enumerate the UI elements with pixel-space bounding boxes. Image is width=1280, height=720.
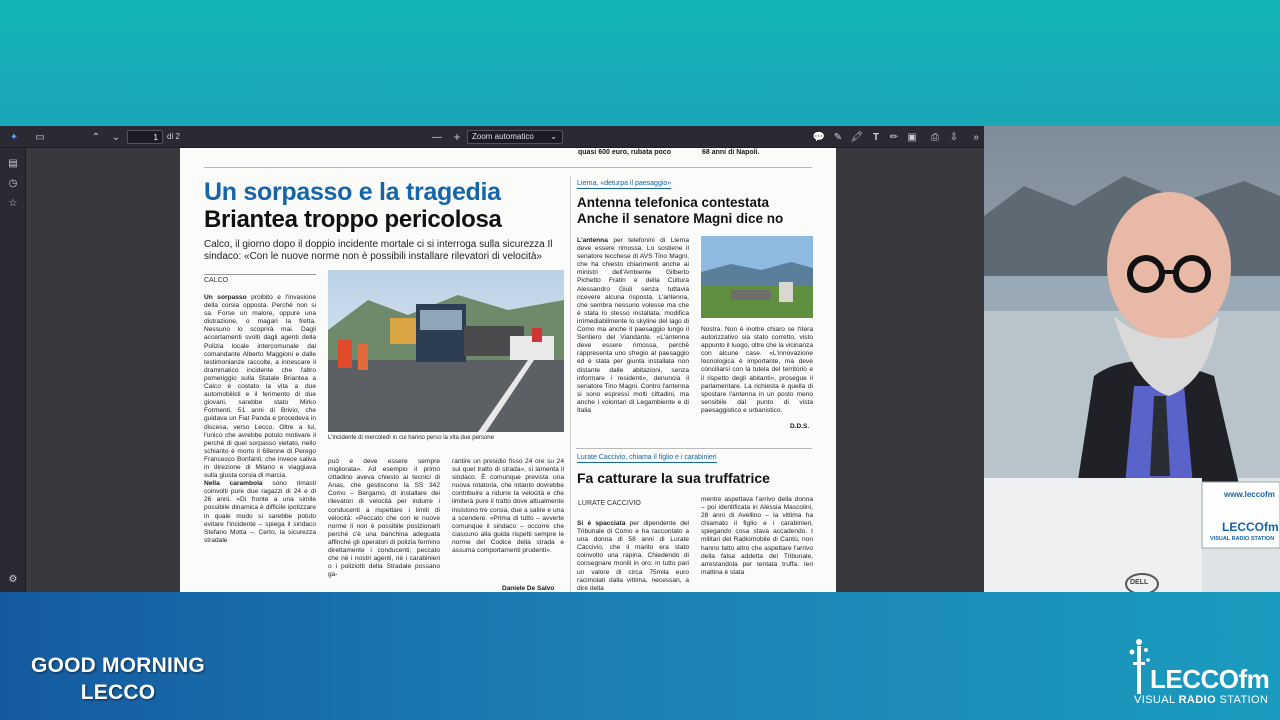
newspaper-page xyxy=(180,148,836,592)
article2-column1 xyxy=(577,237,689,433)
pdf-toolbar xyxy=(0,126,984,148)
article2-headline-line1: Antenna telefonica contestata xyxy=(577,195,770,210)
webcam-feed xyxy=(984,126,1280,592)
edit-sign-icon[interactable]: ✎ xyxy=(833,131,843,143)
bookmark-star-icon[interactable]: ☆ xyxy=(8,198,18,209)
station-name: LECCOfm xyxy=(1150,664,1270,694)
article3-headline: Fa catturare la sua truffatrice xyxy=(577,470,770,486)
page-number-input[interactable] xyxy=(127,130,163,144)
sign-url: www.leccofm xyxy=(1224,490,1275,499)
station-tagline xyxy=(1134,694,1268,706)
draw-icon[interactable]: ✏ xyxy=(889,131,899,143)
col1-lead2: Nella carambola xyxy=(204,480,263,488)
show-title-line2: LECCO xyxy=(80,681,156,704)
photo-caption: L'incidente di mercoledì in cui hanno perso la vita due persone xyxy=(328,435,494,441)
chevron-down-icon: ⌄ xyxy=(550,132,557,141)
col1-lead: Un sorpasso xyxy=(204,294,247,301)
outline-icon[interactable]: ▤ xyxy=(8,158,18,169)
zoom-select[interactable] xyxy=(467,130,563,144)
sidebar-toggle-icon[interactable]: ▭ xyxy=(35,131,45,143)
history-icon[interactable]: ◷ xyxy=(8,178,18,189)
comment-icon[interactable]: 💬 xyxy=(812,131,826,143)
col1-text2: sono rimasti coinvolti pure due ragazzi di 24 e di 26 anni. «Di fronte a una simile possibile dinamica è difficile ipotizzare in quale modo si sarebbe potuto evitare l'incidente – spiega il sindaco Stefano Motta –. Certo, la sicurezza stradale xyxy=(204,480,316,544)
zoom-value: Zoom automatico xyxy=(472,132,534,141)
show-title xyxy=(18,652,218,706)
more-tools-icon[interactable]: » xyxy=(973,131,979,143)
show-title-line1: GOOD MORNING xyxy=(31,654,205,677)
column-divider xyxy=(570,176,571,592)
highlight-icon[interactable]: 🖍 xyxy=(850,131,864,143)
article1-column3: rantire un presidio fisso 24 ore su 24 sul quel tratto di strada», si lamenta il sindaco. È comunque prevista una nuova rotatoria, che intanto dovrebbe contribuire a ridurre la velocità e che limiterà pure il tratto dove attualmente insistono tre corsia, due a salire e una a scendere. «Prima di tutto – avverte comunque il sindaco – occorre che ciascuno alla guida rispetti sempre le norme del Codice della strada e assuma comportamenti prudenti». xyxy=(452,458,564,555)
col1-text: proibito e l'invasione della corsia opposta. Perché non si sa. Forse un malore, oppure una distrazione, o magari la fretta. Nessuno lo scoprirà mai. Dagli accertamenti svolti dagli agenti della Polizia locale intercomunale dal comandante Alberto Maggioni e dalle testimonianze raccolte, a innescare il drammatico incidente che l'altro pomeriggio sulla Statale Briantea a Calco è costato la vita a due automobilisti e il ferimento di due giovani, sarebbe stato Mirko Formenti, 51 anni di Brivio, che guidava un Fiat Panda e procedeva in discesa, verso Lecco. Oltre a lui, l'unico che avrebbe potuto motivare il perché di quel sorpasso vietato, nello schianto è morto il 68enne di Perego Francesco Bonfanti, che invece saliva in direzione di Milano e viaggiava sulla giusta corsia di marcia. xyxy=(204,294,316,480)
article3-col1-text: per dipendente del Tribunale di Como e ha raccontato a una donna di 58 anni di Lurate Caccivio, che il marito era stato coinvolto una rapina. Chiedendo di consegnare monili in oro: in tutto pari un valore di circa 75mila euro racimolati dalla vittima, necessari, a dire della xyxy=(577,520,689,592)
article-dateline: CALCO xyxy=(204,274,316,284)
pdf-viewer xyxy=(0,126,984,592)
article3-column1 xyxy=(577,520,689,592)
zoom-out-button[interactable]: — xyxy=(432,131,442,143)
headline-secondary: Briantea troppo pericolosa xyxy=(204,206,502,233)
previous-page-icon[interactable]: ⌃ xyxy=(91,131,101,143)
article3-lead: Si è spacciata xyxy=(577,520,626,527)
article2-headline-line2: Anche il senatore Magni dice no xyxy=(577,211,784,226)
article2-lead: L'antenna xyxy=(577,237,608,244)
article1-byline: Daniele De Salvo xyxy=(502,585,555,592)
zoom-in-button[interactable]: + xyxy=(453,130,461,144)
sign-tagline: VISUAL RADIO STATION xyxy=(1210,536,1275,542)
article-standfirst: Calco, il giorno dopo il doppio incidente mortale ci si interroga sulla sicurezza Il sindaco: «Con le nuove norme non è possibili installare rilevatori di velocità» xyxy=(204,239,553,262)
article2-column2: Nostra. Non è inoltre chiaro se l'itera autorizzativo sia stato corretto, visto appunto il luogo, oltre che la vicinanza con alcune case. «L'innovazione tecnologica è importante, ma deve conciliarsi con la tutela del territorio e il rispetto degli abitanti», prosegue il parlamentare. La richiesta è quella di spostare l'antenna in un posto meno sensibile dal punto di vista paesaggistico e urbanistico. xyxy=(701,326,813,414)
article3-dateline: LURATE CACCIVIO xyxy=(578,500,641,507)
article1-column2: può e deve essere sempre migliorata». Ad esempio il primo cittadino aveva chiesto ai tecnici di Anas, che gestiscono la SS 342 Como – Bergamo, di installare dei rilevatori di velocità per indurre i conducenti a rispettare i limiti di velocità: «Peccato che con le nuove norme li non è possibile posizionarli perché c'è una banchina adeguata affinché gli operatori di polizia fermino direttamente i conducenti; peccato che né i nostri agenti, né i carabinieri o i poliziotti della Stradale possano ga- xyxy=(328,458,440,579)
antenna-photo xyxy=(701,236,813,318)
accident-photo xyxy=(328,270,564,432)
article3-column2: mentre aspettava l'arrivo della donna – poi identificata in Alessia Mascolini, 28 anni di Avellino – la vittima ha chiamato il figlio e i carabinieri, spiegando cosa stava accadendo. I militari del Radiomobile di Cantù, non hanno fatto altro che aspettare l'arrivo della falsa addetta del Tribunale, arrestandola per tentata truffa. Ieri mattina è stata xyxy=(701,496,813,576)
image-icon[interactable]: ▣ xyxy=(907,131,917,143)
sparkle-icon[interactable]: ✦ xyxy=(9,131,19,143)
next-page-icon[interactable]: ⌄ xyxy=(111,131,121,143)
section-divider xyxy=(576,448,812,449)
article2-col1-text: per telefonini di Lierna deve essere rimossa. Lo sostiene il senatore lecchese di AVS Tino Magni, che ha chiesto chiarimenti anche ai ministri dell'Ambiente Gilberto Pichetto Fratin e della Cultura Alessandro Giuli senza tuttavia ricevere alcuna risposta. L'antenna, che sembra nessuno volesse ma che è stata lo stesso installata, modifica irrimediabilmente lo skyline del lago di Como ma anche il paesaggio lungo il Sentiero del Viandante. «L'antenna deve essere rimossa, perché rappresenta uno sfregio al paesaggio ed è stata per giunta installata non distante dalle abitazioni, senza informare i residenti», denuncia il senatore Tino Magni. Contro l'antenna si sono espressi molti cittadini, ma anche i volontari di Legambiente e di Italia xyxy=(577,237,689,414)
article1-column1 xyxy=(204,294,316,592)
top-snippet-left: quasi 600 euro, rubata poco xyxy=(578,149,671,156)
monitor-brand: DELL xyxy=(1130,579,1149,586)
save-icon[interactable]: ⇩ xyxy=(949,131,959,143)
article2-kicker: Lierna, «deturpa il paesaggio» xyxy=(577,180,672,187)
article2-signature: D.D.S. xyxy=(790,423,810,430)
station-logo xyxy=(1122,636,1272,712)
sign-brand: LECCOfm xyxy=(1222,520,1279,534)
page-count: di 2 xyxy=(167,132,180,141)
pdf-sidebar xyxy=(0,148,26,592)
tagline-station: STATION xyxy=(1216,694,1269,706)
article3-kicker: Lurate Caccivio, chiama il figlio e i carabinieri xyxy=(577,454,717,461)
gear-icon[interactable]: ⚙ xyxy=(8,574,18,585)
text-tool-icon[interactable]: T xyxy=(872,131,880,143)
tagline-radio: RADIO xyxy=(1178,694,1217,706)
headline-primary: Un sorpasso e la tragedia xyxy=(204,178,501,206)
top-snippet-right: 68 anni di Napoli. xyxy=(702,149,760,156)
print-icon[interactable]: ⎙ xyxy=(931,131,939,143)
tagline-visual: VISUAL xyxy=(1134,694,1179,706)
